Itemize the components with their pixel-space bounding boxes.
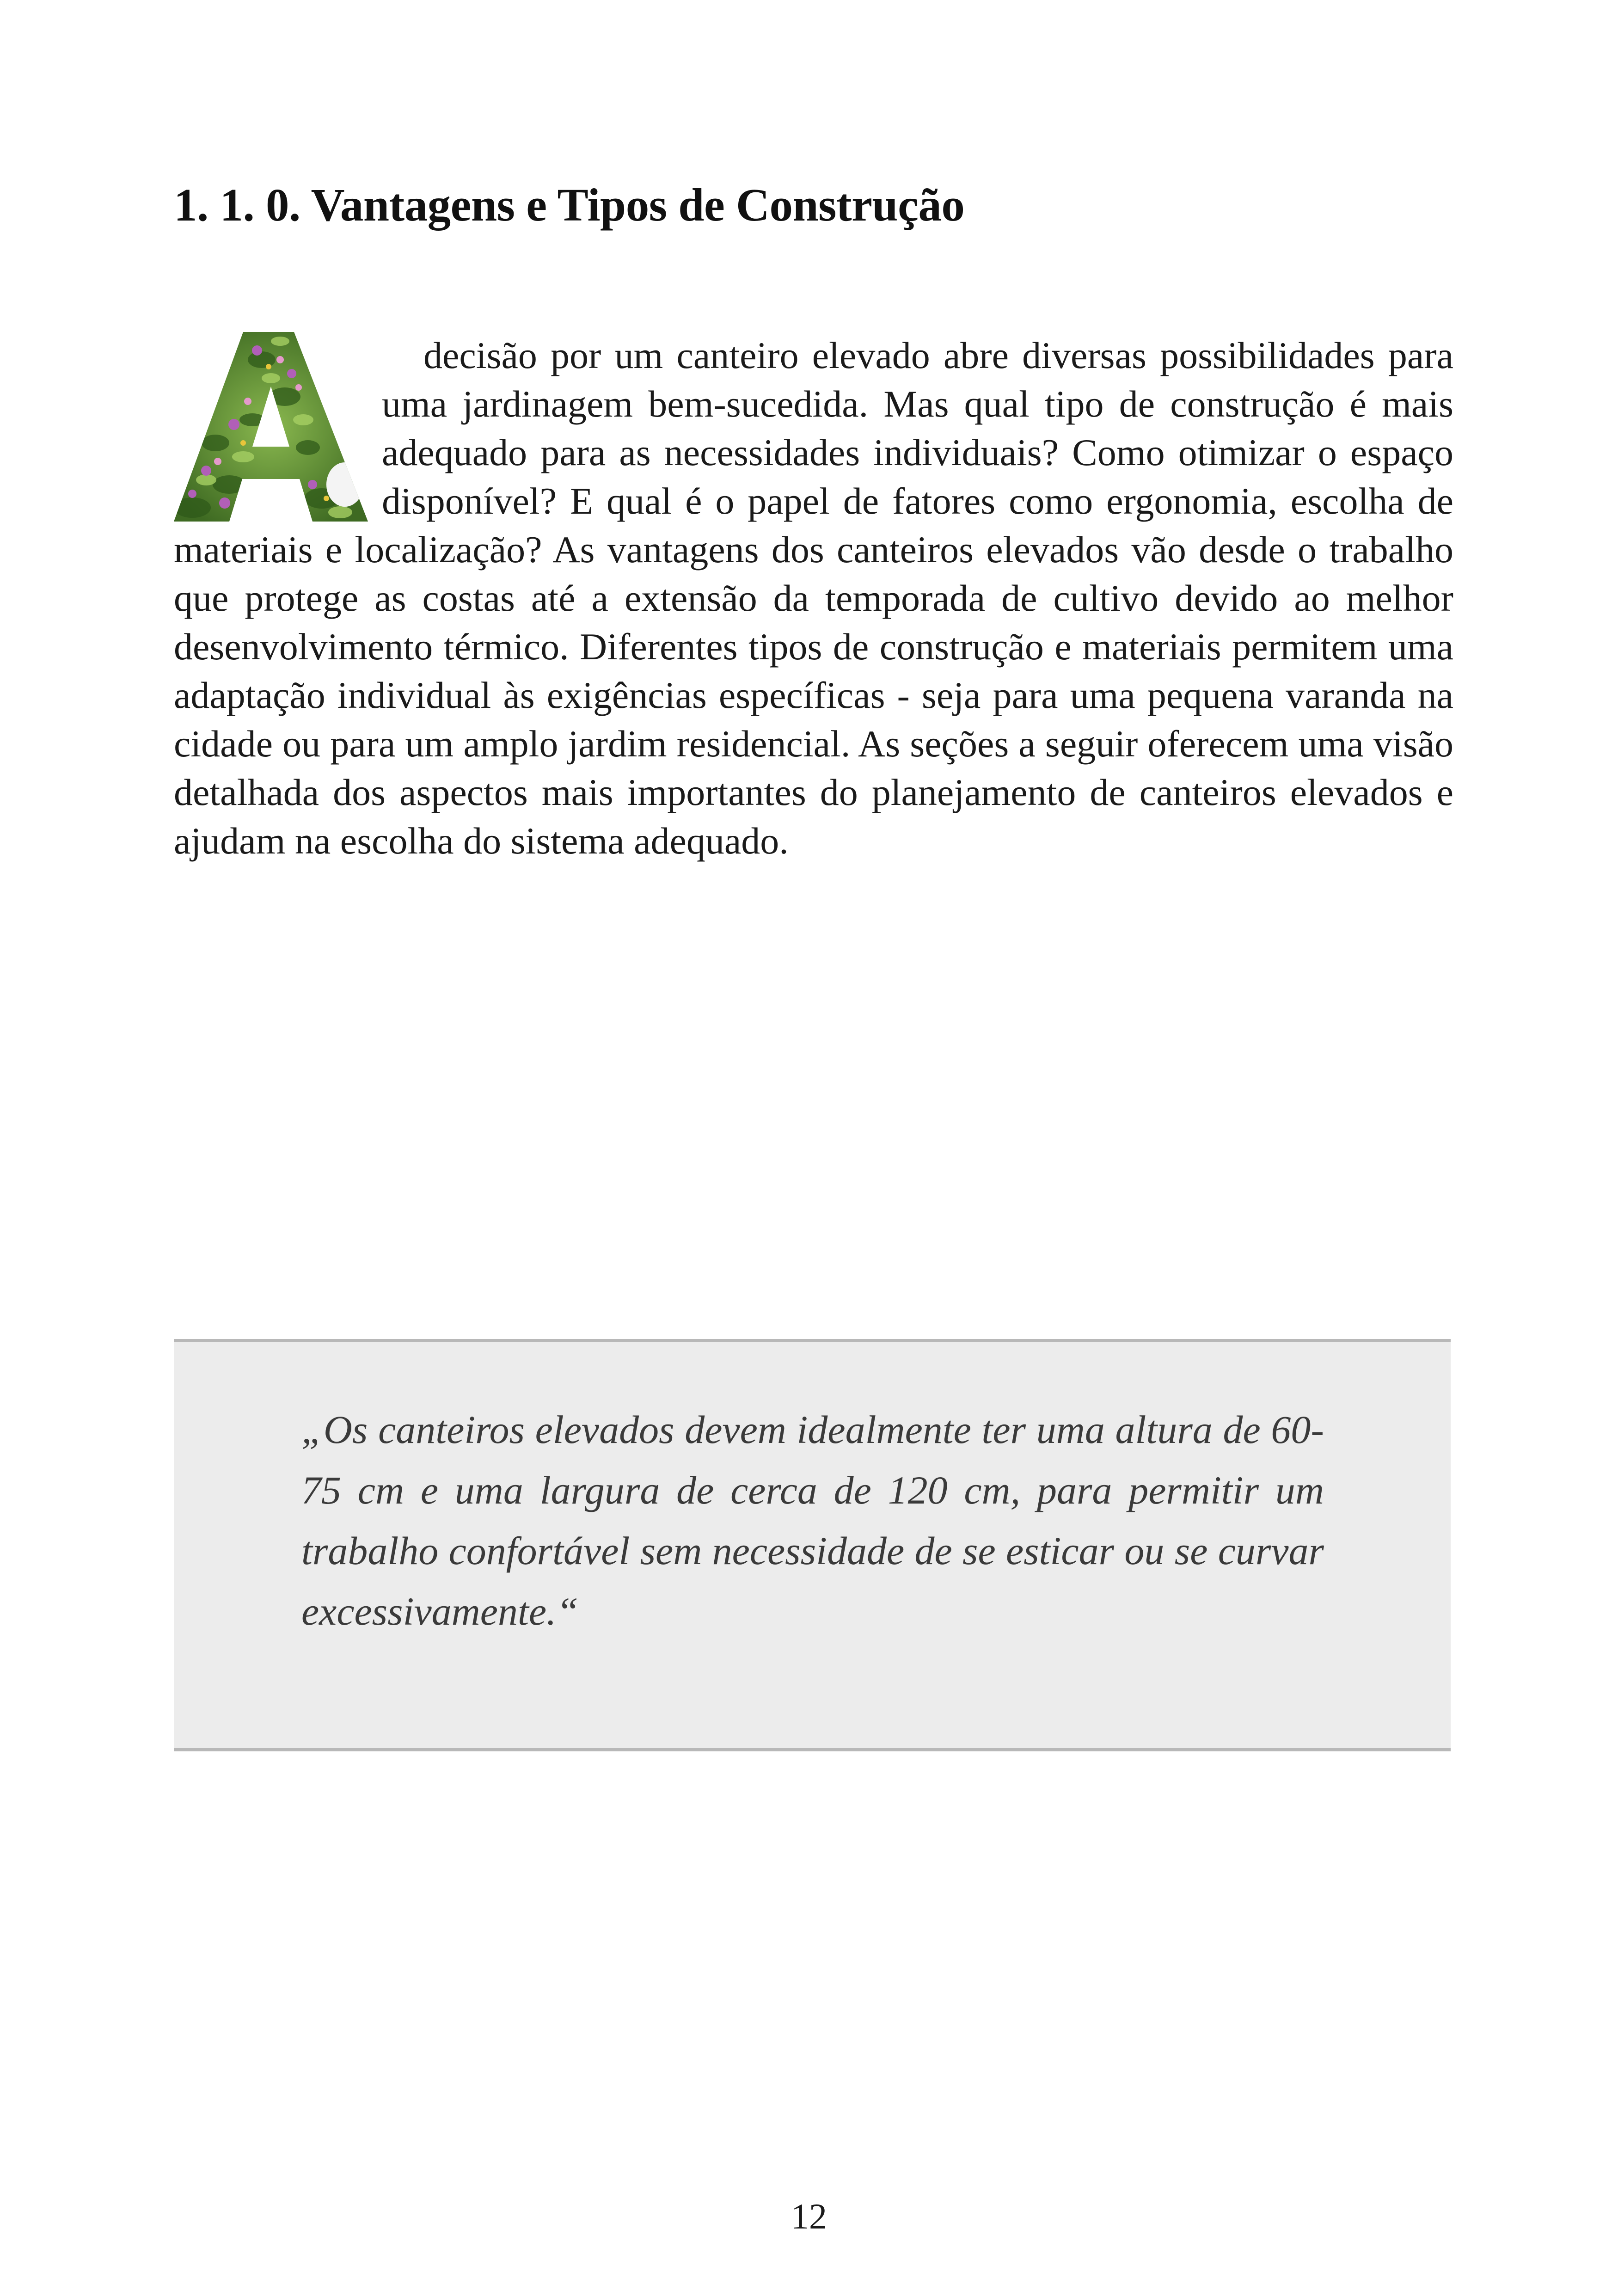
pull-quote-text: „Os canteiros elevados devem idealmente ter uma altura de 60-75 cm e uma largura de cerca de 120 cm, para permitir um trabalho confortável sem necessidade de se esticar ou se curvar excessivamente.“ [301, 1407, 1324, 1633]
section-title: 1. 1. 0. Vantagens e Tipos de Construção [174, 179, 965, 231]
pull-quote-box [174, 1339, 1451, 1751]
intro-text: decisão por um canteiro elevado abre diversas possibilidades para uma jardinagem bem-sucedida. Mas qual tipo de construção é mais adequado para as necessidades individuais? Como otimizar o espaço disponível? E qual é o papel de fatores como ergonomia, escolha de materiais e localização? As vantagens dos canteiros elevados vão desde o trabalho que protege as costas até a extensão da temporada de cultivo devido ao melhor desenvolvimento térmico. Diferentes tipos de construção e materiais permitem uma adaptação individual às exigências específicas - seja para uma pequena varanda na cidade ou para um amplo jardim residencial. As seções a seguir oferecem uma visão detalhada dos aspectos mais importantes do planejamento de canteiros elevados e ajudam na escolha do sistema adequado. [174, 334, 1453, 862]
dropcap-letter-a-image [174, 332, 368, 522]
intro-paragraph [174, 331, 1453, 865]
page-number: 12 [791, 2196, 827, 2236]
